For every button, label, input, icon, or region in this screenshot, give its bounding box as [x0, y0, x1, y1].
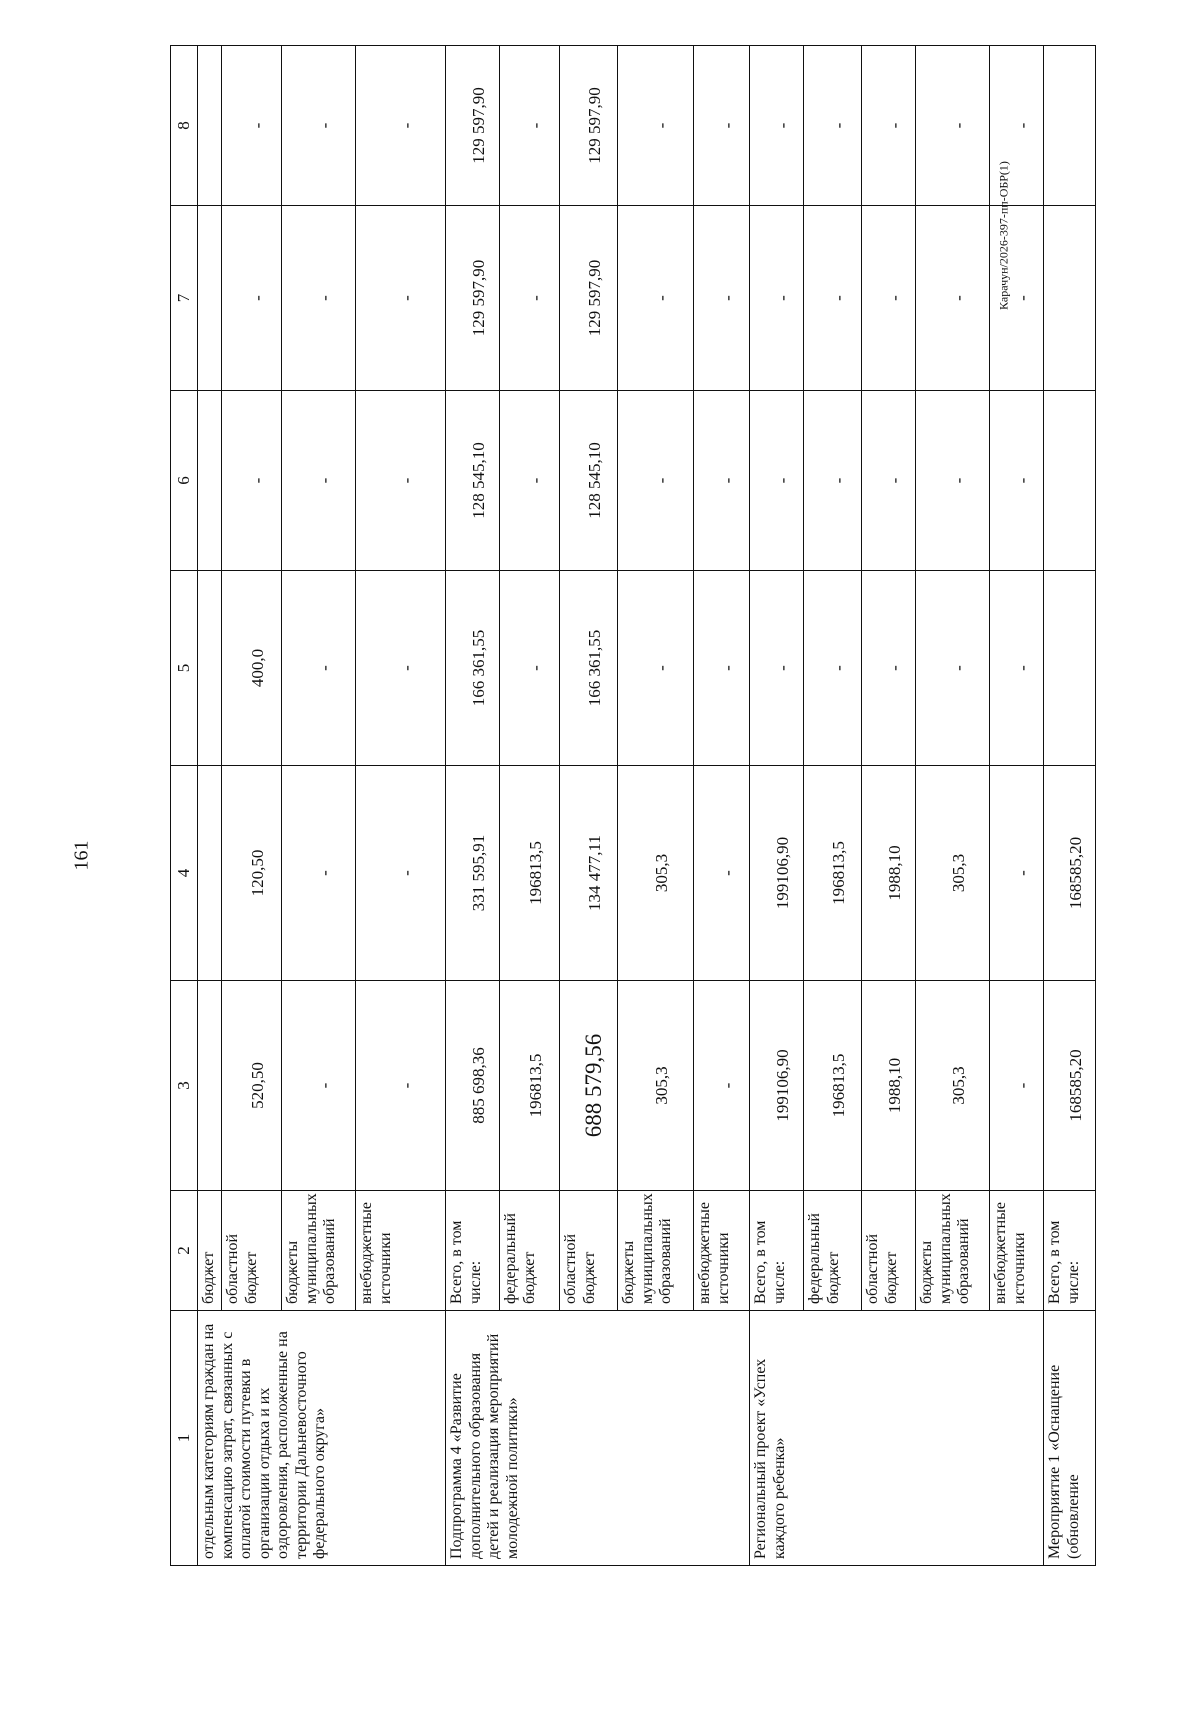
funding-source-cell: Всего, в том числе:: [1044, 1191, 1096, 1311]
column-header: 2: [171, 1191, 198, 1311]
budget-table: [170, 45, 1096, 1566]
funding-source-cell: бюджеты муниципальных образований: [916, 1191, 990, 1311]
value-cell: -: [500, 571, 560, 766]
value-cell: -: [750, 206, 804, 391]
column-header: 8: [171, 46, 198, 206]
value-cell: [198, 766, 222, 981]
column-header: 7: [171, 206, 198, 391]
value-cell: -: [694, 391, 750, 571]
value-cell: -: [694, 571, 750, 766]
value-cell: -: [282, 571, 356, 766]
value-cell: 196813,5: [500, 981, 560, 1191]
value-cell: 196813,5: [500, 766, 560, 981]
value-cell: -: [618, 206, 694, 391]
program-name-cell: Региональный проект «Успех каждого ребенка»: [750, 1311, 1044, 1566]
value-cell: 128 545,10: [560, 391, 618, 571]
value-cell: 166 361,55: [560, 571, 618, 766]
value-cell: 129 597,90: [560, 206, 618, 391]
column-header: 5: [171, 571, 198, 766]
value-cell: 129 597,90: [446, 46, 500, 206]
value-cell: 196813,5: [804, 981, 862, 1191]
value-cell: -: [356, 571, 446, 766]
funding-source-cell: бюджеты муниципальных образований: [618, 1191, 694, 1311]
value-cell: -: [916, 206, 990, 391]
funding-source-cell: областной бюджет: [560, 1191, 618, 1311]
value-cell: -: [804, 46, 862, 206]
funding-source-cell: федеральный бюджет: [804, 1191, 862, 1311]
funding-source-cell: федеральный бюджет: [500, 1191, 560, 1311]
value-cell: -: [862, 206, 916, 391]
value-cell: 196813,5: [804, 766, 862, 981]
value-cell: -: [282, 981, 356, 1191]
value-cell: [198, 46, 222, 206]
page-number: 161: [70, 840, 93, 871]
value-cell: 129 597,90: [446, 206, 500, 391]
document-code: Карачун/2026-397-пп-ОБР(1): [996, 161, 1011, 310]
funding-source-cell: бюджет: [198, 1191, 222, 1311]
value-cell: 885 698,36: [446, 981, 500, 1191]
value-cell: [198, 981, 222, 1191]
funding-source-cell: внебюджетные источники: [694, 1191, 750, 1311]
value-cell: 305,3: [618, 766, 694, 981]
value-cell: [1044, 206, 1096, 391]
value-cell: -: [990, 46, 1044, 206]
funding-source-cell: внебюджетные источники: [356, 1191, 446, 1311]
value-cell: [198, 571, 222, 766]
value-cell: -: [862, 391, 916, 571]
budget-table-rotated: [170, 46, 1085, 1566]
value-cell: 168585,20: [1044, 766, 1096, 981]
value-cell: -: [750, 46, 804, 206]
value-cell: -: [694, 206, 750, 391]
value-cell: -: [804, 571, 862, 766]
value-cell: 129 597,90: [560, 46, 618, 206]
value-cell: 134 477,11: [560, 766, 618, 981]
program-name-cell: Мероприятие 1 «Оснащение (обновление: [1044, 1311, 1096, 1566]
column-header: 1: [171, 1311, 198, 1566]
funding-source-cell: бюджеты муниципальных образований: [282, 1191, 356, 1311]
value-cell: 199106,90: [750, 981, 804, 1191]
value-cell: -: [694, 46, 750, 206]
value-cell: -: [618, 391, 694, 571]
value-cell: 520,50: [222, 981, 282, 1191]
table-row: [750, 46, 804, 1566]
value-cell: -: [282, 46, 356, 206]
value-cell: -: [804, 206, 862, 391]
value-cell: -: [356, 981, 446, 1191]
value-cell: -: [916, 46, 990, 206]
value-cell: 688 579,56: [560, 981, 618, 1191]
program-name-cell: Подпрограмма 4 «Развитие дополнительного образования детей и реализация мероприятий молодежной политики»: [446, 1311, 750, 1566]
value-cell: [1044, 391, 1096, 571]
value-cell: 331 595,91: [446, 766, 500, 981]
value-cell: -: [990, 766, 1044, 981]
value-cell: -: [990, 981, 1044, 1191]
table-row: [198, 46, 222, 1566]
value-cell: 1988,10: [862, 981, 916, 1191]
value-cell: 199106,90: [750, 766, 804, 981]
column-header: 4: [171, 766, 198, 981]
table-row: [1044, 46, 1096, 1566]
value-cell: -: [862, 571, 916, 766]
column-header: 6: [171, 391, 198, 571]
value-cell: -: [222, 391, 282, 571]
value-cell: -: [694, 981, 750, 1191]
value-cell: -: [990, 571, 1044, 766]
value-cell: 168585,20: [1044, 981, 1096, 1191]
table-header-row: [171, 46, 198, 1566]
value-cell: 305,3: [618, 981, 694, 1191]
value-cell: -: [990, 206, 1044, 391]
value-cell: 128 545,10: [446, 391, 500, 571]
value-cell: 305,3: [916, 766, 990, 981]
value-cell: -: [990, 391, 1044, 571]
value-cell: -: [750, 391, 804, 571]
value-cell: [198, 206, 222, 391]
value-cell: -: [862, 46, 916, 206]
value-cell: -: [500, 391, 560, 571]
value-cell: -: [356, 391, 446, 571]
value-cell: 1988,10: [862, 766, 916, 981]
value-cell: -: [222, 46, 282, 206]
value-cell: -: [750, 571, 804, 766]
value-cell: -: [356, 766, 446, 981]
value-cell: -: [222, 206, 282, 391]
value-cell: 305,3: [916, 981, 990, 1191]
value-cell: -: [694, 766, 750, 981]
program-name-cell: отдельным категориям граждан на компенсацию затрат, связанных с оплатой стоимости путевки в организации отдыха и их оздоровления, расположенные на территории Дальневосточного федерального округа»: [198, 1311, 446, 1566]
value-cell: -: [618, 571, 694, 766]
funding-source-cell: областной бюджет: [862, 1191, 916, 1311]
funding-source-cell: Всего, в том числе:: [750, 1191, 804, 1311]
value-cell: 120,50: [222, 766, 282, 981]
value-cell: [1044, 46, 1096, 206]
value-cell: -: [356, 46, 446, 206]
value-cell: -: [916, 571, 990, 766]
table-row: [446, 46, 500, 1566]
value-cell: [198, 391, 222, 571]
funding-source-cell: Всего, в том числе:: [446, 1191, 500, 1311]
column-header: 3: [171, 981, 198, 1191]
value-cell: -: [356, 206, 446, 391]
value-cell: -: [804, 391, 862, 571]
value-cell: -: [916, 391, 990, 571]
value-cell: 400,0: [222, 571, 282, 766]
value-cell: -: [282, 391, 356, 571]
value-cell: -: [500, 206, 560, 391]
value-cell: -: [282, 766, 356, 981]
funding-source-cell: областной бюджет: [222, 1191, 282, 1311]
value-cell: -: [500, 46, 560, 206]
value-cell: -: [282, 206, 356, 391]
value-cell: 166 361,55: [446, 571, 500, 766]
value-cell: [1044, 571, 1096, 766]
value-cell: -: [618, 46, 694, 206]
funding-source-cell: внебюджетные источники: [990, 1191, 1044, 1311]
